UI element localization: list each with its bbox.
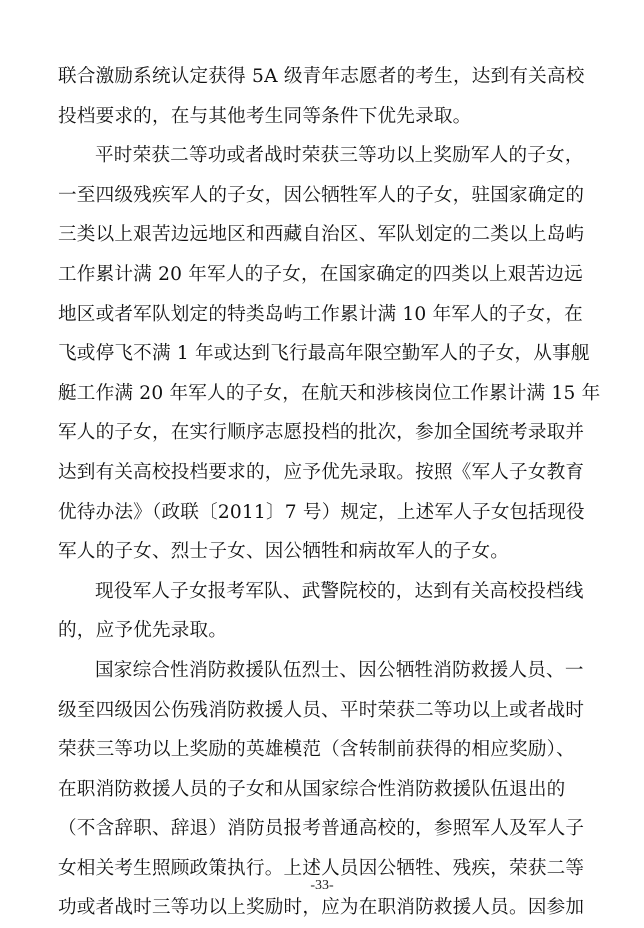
text-line: 军人的子女、烈士子女、因公牺牲和病故军人的子女。 xyxy=(58,541,510,563)
text-line: 军人的子女，在实行顺序志愿投档的批次，参加全国统考录取并 xyxy=(58,422,585,444)
text-line: 达到有关高校投档要求的，应予优先录取。按照《军人子女教育 xyxy=(58,461,585,483)
text-line: （不含辞职、辞退）消防员报考普通高校的，参照军人及军人子 xyxy=(58,818,585,840)
paragraph-start-line: 国家综合性消防救援队伍烈士、因公牺牲消防救援人员、一 xyxy=(95,659,584,681)
text-line: 飞或停飞不满 1 年或达到飞行最高年限空勤军人的子女，从事舰 xyxy=(58,343,590,365)
text-line: 在职消防救援人员的子女和从国家综合性消防救援队伍退出的 xyxy=(58,778,566,800)
text-line: 女相关考生照顾政策执行。上述人员因公牺牲、残疾，荣获二等 xyxy=(58,857,585,879)
text-line: 艇工作满 20 年军人的子女，在航天和涉核岗位工作累计满 15 年 xyxy=(58,382,601,404)
text-line: 优待办法》（政联〔2011〕7 号）规定，上述军人子女包括现役 xyxy=(58,501,585,523)
paragraph-start-line: 现役军人子女报考军队、武警院校的，达到有关高校投档线 xyxy=(95,580,584,602)
paragraph-start-line: 平时荣获二等功或者战时荣获三等功以上奖励军人的子女， xyxy=(95,145,584,167)
text-line: 荣获三等功以上奖励的英雄模范（含转制前获得的相应奖励）、 xyxy=(58,739,575,761)
text-line: 地区或者军队划定的特类岛屿工作累计满 10 年军人的子女，在 xyxy=(58,303,583,325)
text-line: 投档要求的，在与其他考生同等条件下优先录取。 xyxy=(58,105,472,127)
text-line: 的，应予优先录取。 xyxy=(58,620,228,642)
text-line: 工作累计满 20 年军人的子女，在国家确定的四类以上艰苦边远 xyxy=(58,263,583,285)
text-line: 三类以上艰苦边远地区和西藏自治区、军队划定的二类以上岛屿 xyxy=(58,224,585,246)
text-line: 一至四级残疾军人的子女，因公牺牲军人的子女，驻国家确定的 xyxy=(58,184,585,206)
text-line: 联合激励系统认定获得 5A 级青年志愿者的考生，达到有关高校 xyxy=(58,66,585,87)
page-number: -33- xyxy=(310,878,334,893)
text-line: 级至四级因公伤残消防救援人员、平时荣获二等功以上或者战时 xyxy=(58,699,585,721)
body-text xyxy=(58,57,603,928)
text-line: 功或者战时三等功以上奖励时，应为在职消防救援人员。因参加 xyxy=(58,897,585,919)
